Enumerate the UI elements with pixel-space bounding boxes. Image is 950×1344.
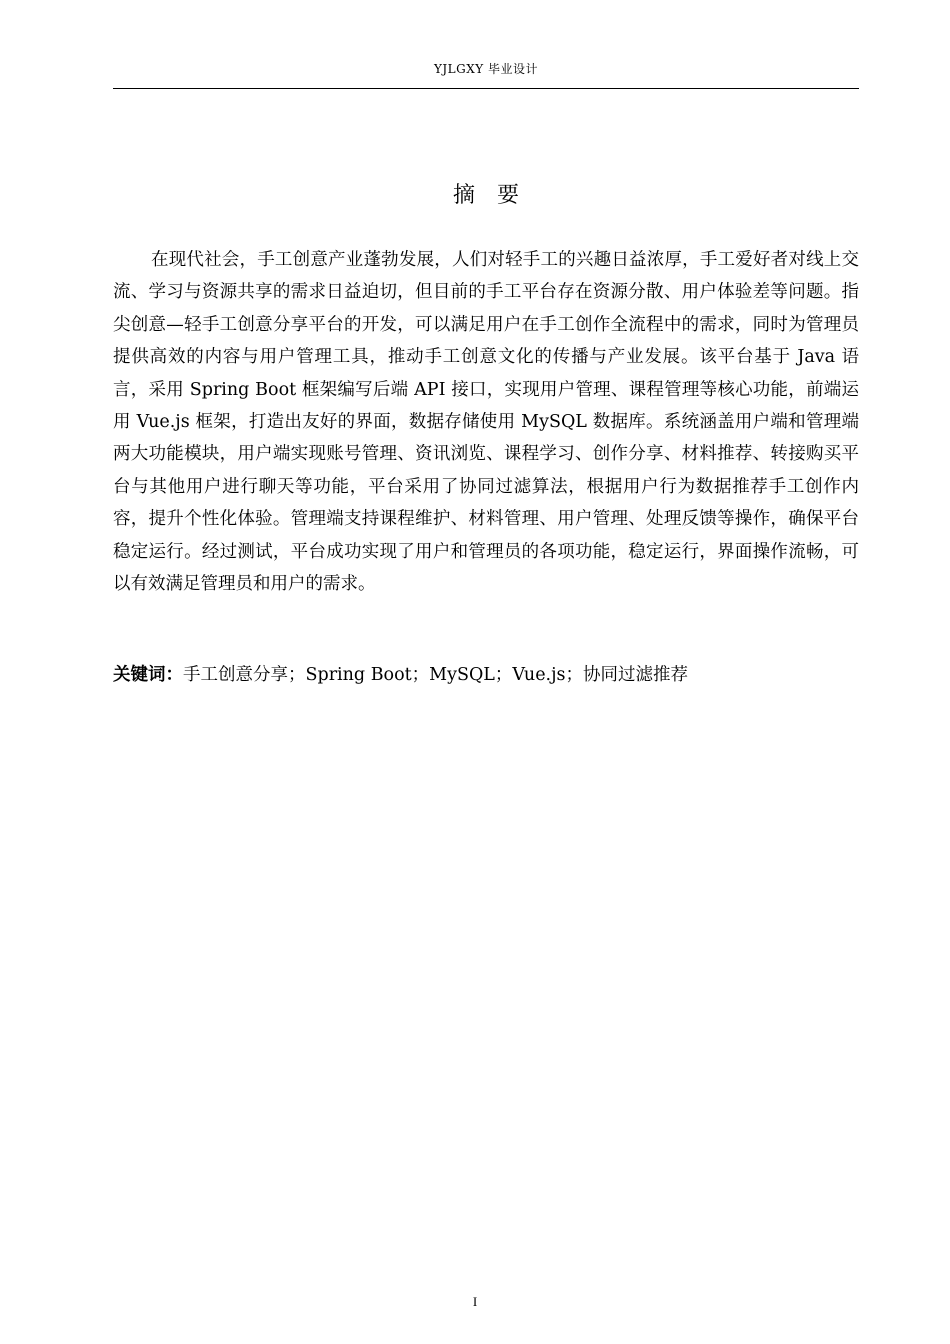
page-header xyxy=(113,58,859,89)
abstract-body: 在现代社会，手工创意产业蓬勃发展，人们对轻手工的兴趣日益浓厚，手工爱好者对线上交流、学习与资源共享的需求日益迫切，但目前的手工平台存在资源分散、用户体验差等问题。指尖创意—轻手工创意分享平台的开发，可以满足用户在手工创作全流程中的需求，同时为管理员提供高效的内容与用户管理工具，推动手工创意文化的传播与产业发展。该平台基于 Java 语言，采用 Spring Boot 框架编写后端 API 接口，实现用户管理、课程管理等核心功能，前端运用 Vue.js 框架，打造出友好的界面，数据存储使用 MySQL 数据库。系统涵盖用户端和管理端两大功能模块，用户端实现账号管理、资讯浏览、课程学习、创作分享、材料推荐、转接购买平台与其他用户进行聊天等功能，平台采用了协同过滤算法，根据用户行为数据推荐手工创作内容，提升个性化体验。管理端支持课程维护、材料管理、用户管理、处理反馈等操作，确保平台稳定运行。经过测试，平台成功实现了用户和管理员的各项功能，稳定运行，界面操作流畅，可以有效满足管理员和用户的需求。 xyxy=(113,250,859,595)
keywords-text: 手工创意分享；Spring Boot；MySQL；Vue.js；协同过滤推荐 xyxy=(183,665,689,685)
abstract-title: 摘要 xyxy=(452,183,541,208)
keywords-label: 关键词： xyxy=(113,665,183,685)
page-number: I xyxy=(472,1294,478,1309)
header-text: YJLGXY 毕业设计 xyxy=(433,62,539,76)
keywords-line xyxy=(113,659,859,691)
